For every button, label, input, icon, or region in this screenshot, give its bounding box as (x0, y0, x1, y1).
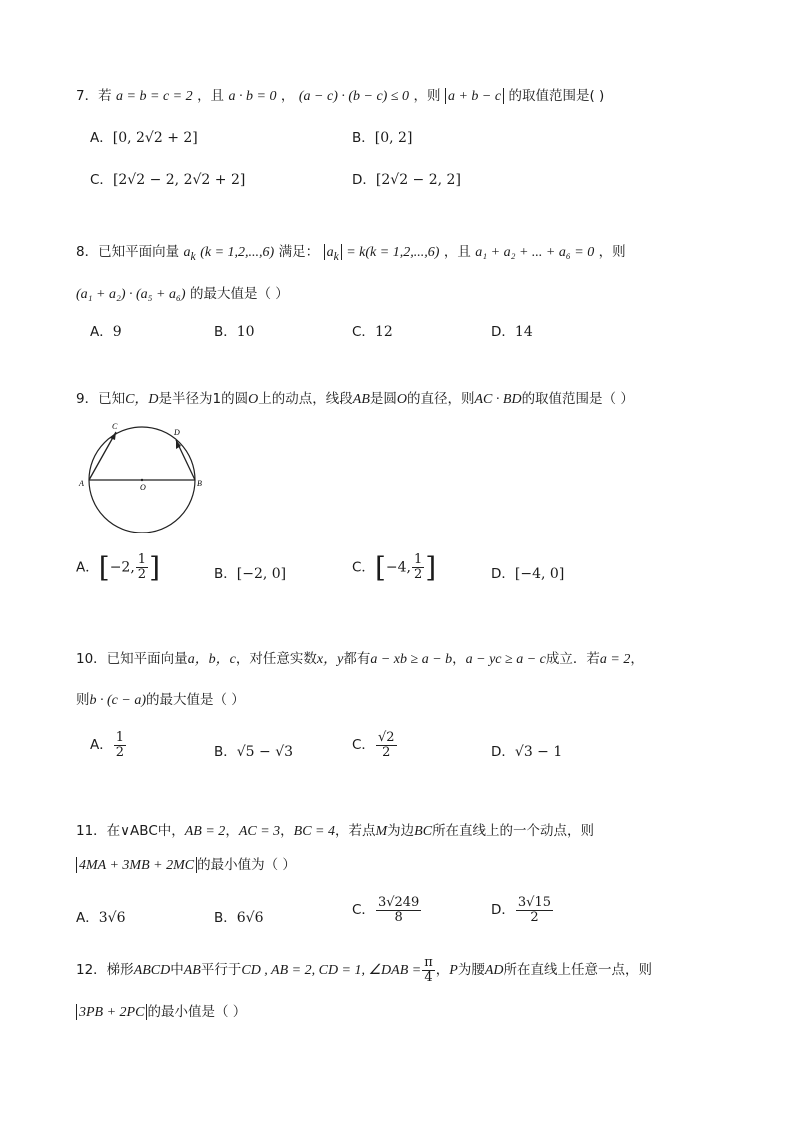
q12-text: 所在直线上任意一点，则 (503, 962, 652, 979)
q11-option-d[interactable] (491, 896, 554, 924)
q8-text: ，则 (598, 244, 626, 260)
q8-expression: (a₁ + a₂) · (a₅ + a₆) (76, 287, 186, 302)
option-label: B． (352, 130, 375, 146)
q12-ab: AB (183, 963, 201, 979)
q9-circle2: O (396, 392, 407, 407)
q10-text: 都有 (343, 651, 371, 667)
q8-subscript: k (190, 249, 196, 263)
label-a: A (79, 479, 84, 488)
denominator: 2 (382, 744, 391, 760)
option-label: D． (352, 172, 376, 188)
label-c: C (112, 422, 118, 431)
option-label: B． (214, 744, 237, 760)
q10-text: 成立．若 (545, 651, 600, 667)
numerator: 1 (115, 730, 125, 745)
denominator: 2 (115, 744, 125, 760)
q8-option-d[interactable] (491, 320, 533, 340)
q9-option-d[interactable] (491, 562, 564, 582)
q8-text: 满足： (278, 244, 320, 260)
bracket: ] (149, 551, 160, 584)
option-label: D． (491, 902, 515, 919)
q10-option-b[interactable] (214, 740, 293, 760)
option-value: [0, 2] (374, 130, 413, 146)
q8-norm (324, 244, 342, 263)
bracket: [ (98, 551, 110, 584)
option-label: A． (90, 324, 113, 340)
q12-stem (76, 956, 652, 984)
fraction (114, 731, 126, 759)
option-value: 12 (374, 324, 393, 340)
q7-text: ， (280, 88, 295, 104)
numerator: 3√249 (377, 895, 420, 910)
q11-sep: ， (225, 823, 239, 839)
option-label: D． (491, 566, 515, 582)
q12-text: 为腰 (457, 962, 485, 979)
option-value: −2, (109, 559, 135, 576)
q8-vector: a (183, 245, 191, 260)
option-label: B． (214, 324, 237, 340)
q10-stem-line2 (76, 688, 245, 709)
q11-bc: BC = 4 (293, 824, 335, 839)
fraction (376, 731, 397, 759)
option-label: A． (90, 737, 113, 754)
q11-m: M (375, 824, 388, 839)
q8-option-a[interactable] (90, 320, 122, 340)
q10-option-a[interactable] (90, 731, 127, 759)
option-label: A． (90, 130, 113, 146)
q9-stem (76, 387, 634, 408)
numerator: 3√15 (517, 895, 552, 910)
option-label: A． (76, 910, 99, 926)
vector-ac (89, 432, 116, 480)
q8-option-c[interactable] (352, 320, 393, 340)
q11-bc2: BC (414, 824, 433, 839)
numerator: π (424, 955, 433, 970)
option-label: C． (352, 902, 375, 919)
option-label: C． (352, 559, 375, 576)
q9-tail: 的取值范围是（ ） (521, 391, 634, 407)
q9-segment: AB (352, 392, 370, 407)
q11-option-a[interactable] (76, 906, 126, 926)
q12-stem-line2 (76, 1000, 246, 1021)
option-value: [2√2 − 2, 2] (375, 172, 461, 188)
denominator: 2 (530, 909, 539, 925)
q9-text: 是圆 (369, 391, 397, 407)
q7-option-a[interactable] (90, 126, 198, 146)
q12-text: 中 (170, 962, 184, 979)
center-dot (141, 479, 143, 481)
q11-number: 11．在∨ABC中， (76, 823, 185, 839)
q10-option-d[interactable] (491, 740, 562, 760)
q7-expression (445, 88, 504, 104)
q10-text: 则 (76, 692, 90, 708)
q10-expression: b · (c − a) (89, 693, 146, 708)
q11-ab: AB = 2 (184, 824, 226, 839)
q7-stem (76, 84, 604, 105)
q8-option-b[interactable] (214, 320, 255, 340)
label-o: O (140, 483, 146, 492)
q11-option-c[interactable] (352, 896, 422, 924)
option-value: [0, 2√2 + 2] (112, 130, 198, 146)
option-value: 6√6 (236, 910, 264, 926)
q11-stem-line2 (76, 853, 296, 874)
q7-option-c[interactable] (90, 168, 245, 188)
fraction (422, 956, 435, 984)
denominator: 2 (413, 567, 423, 582)
option-value: 9 (112, 324, 122, 340)
q8-stem-line2 (76, 282, 289, 303)
fraction (376, 896, 421, 924)
q9-option-b[interactable] (214, 562, 286, 582)
option-value: −4, (385, 559, 411, 576)
q12-number: 12．梯形 (76, 962, 134, 979)
q7-text: ，则 (413, 88, 441, 104)
q9-text: 是半径为1的圆 (158, 391, 249, 407)
q11-sep: ， (280, 823, 294, 839)
q7-tail: 的取值范围是( ) (508, 88, 605, 104)
q12-tail: 的最小值是（ ） (147, 1004, 247, 1020)
q7-option-d[interactable] (352, 168, 461, 188)
q11-tail: 的最小值为（ ） (197, 857, 296, 873)
q8-sum: a₁ + a₂ + ... + a₆ = 0 (475, 245, 595, 260)
arrowhead-c (110, 432, 116, 440)
q11-norm (76, 857, 197, 873)
option-label: C． (352, 324, 375, 340)
q8-range: (k = 1,2,...,6) (200, 245, 275, 260)
q12-text: 平行于 (200, 962, 242, 979)
q10-number: 10．已知平面向量 (76, 651, 188, 667)
option-label: D． (491, 744, 515, 760)
q10-inequality-1: a − xb ≥ a − b (370, 652, 453, 667)
q9-option-a[interactable] (76, 551, 160, 584)
option-value: 3√6 (98, 910, 126, 926)
q10-text: ， (452, 651, 466, 667)
q7-number: 7．若 (76, 88, 112, 104)
q11-ac: AC = 3 (238, 824, 281, 839)
denominator: 4 (424, 969, 433, 985)
option-label: C． (90, 172, 113, 188)
q9-circle: O (248, 392, 259, 407)
q11-text: 为边 (387, 823, 415, 839)
q12-p: P (449, 963, 458, 979)
q8-number: 8．已知平面向量 (76, 244, 180, 260)
numerator: √2 (377, 730, 395, 745)
q9-number: 9．已知 (76, 391, 126, 407)
q10-condition: a = 2 (599, 652, 631, 667)
fraction (412, 553, 424, 581)
denominator: 2 (137, 567, 147, 582)
q8-text: ，且 (443, 244, 471, 260)
q10-xy: x，y (316, 652, 344, 667)
q9-option-c[interactable] (352, 551, 436, 584)
bracket: [ (374, 551, 386, 584)
q12-ad: AD (484, 963, 504, 979)
q11-text: ，若点 (335, 823, 376, 839)
q10-option-c[interactable] (352, 731, 398, 759)
q11-expression: 4MA + 3MB + 2MC (79, 858, 195, 873)
q7-dot-condition: a · b = 0 (228, 89, 277, 104)
q12-conditions: CD , AB = 2, CD = 1, ∠DAB = (241, 963, 422, 979)
option-value: [−2, 0] (236, 566, 287, 582)
q10-stem (76, 647, 644, 668)
q12-text: ， (435, 962, 450, 979)
bracket: ] (425, 551, 437, 584)
option-value: √5 − √3 (236, 744, 294, 760)
q8-stem (76, 240, 626, 263)
option-label: B． (214, 910, 237, 926)
q9-points: C，D (125, 392, 159, 407)
option-value: 14 (514, 324, 533, 340)
q10-inequality-2: a − yc ≥ a − c (465, 652, 546, 667)
q7-norm-condition: a = b = c = 2 (116, 89, 193, 104)
q12-abcd: ABCD (133, 963, 171, 979)
q10-text: ， (630, 651, 644, 667)
option-label: A． (76, 559, 99, 576)
q7-option-b[interactable] (352, 126, 412, 146)
option-value: 10 (236, 324, 255, 340)
fraction (516, 896, 553, 924)
q11-stem (76, 819, 594, 840)
denominator: 8 (394, 909, 403, 925)
q10-text: ，对任意实数 (235, 651, 317, 667)
q10-vectors: a，b，c (187, 652, 236, 667)
q8-norm-sub: k (333, 249, 339, 263)
option-value: √3 − 1 (514, 744, 563, 760)
q10-tail: 的最大值是（ ） (146, 692, 245, 708)
q9-expression: AC · BD (474, 392, 522, 407)
label-b: B (197, 479, 202, 488)
q12-expression: 3PB + 2PC (79, 1005, 145, 1020)
option-label: B． (214, 566, 237, 582)
q9-text: 上的动点，线段 (258, 391, 353, 407)
option-value: [−4, 0] (514, 566, 565, 582)
q7-text: ，且 (197, 88, 225, 104)
q8-equation: = k(k = 1,2,...,6) (346, 245, 440, 260)
q7-inequality: (a − c) · (b − c) ≤ 0 (298, 89, 410, 104)
q12-norm (76, 1004, 147, 1020)
q8-tail: 的最大值是（ ） (189, 286, 289, 302)
numerator: 1 (413, 552, 423, 568)
circle-diagram (78, 418, 208, 533)
option-label: C． (352, 737, 375, 754)
fraction (136, 553, 148, 581)
q11-text: 所在直线上的一个动点，则 (432, 823, 595, 839)
numerator: 1 (137, 552, 147, 568)
q11-option-b[interactable] (214, 906, 264, 926)
label-d: D (174, 428, 180, 437)
option-value: [2√2 − 2, 2√2 + 2] (112, 172, 246, 188)
q7-expression-text: a + b − c (447, 89, 502, 104)
option-label: D． (491, 324, 515, 340)
q9-text: 的直径，则 (407, 391, 475, 407)
q8-norm-vector: a (326, 245, 334, 260)
